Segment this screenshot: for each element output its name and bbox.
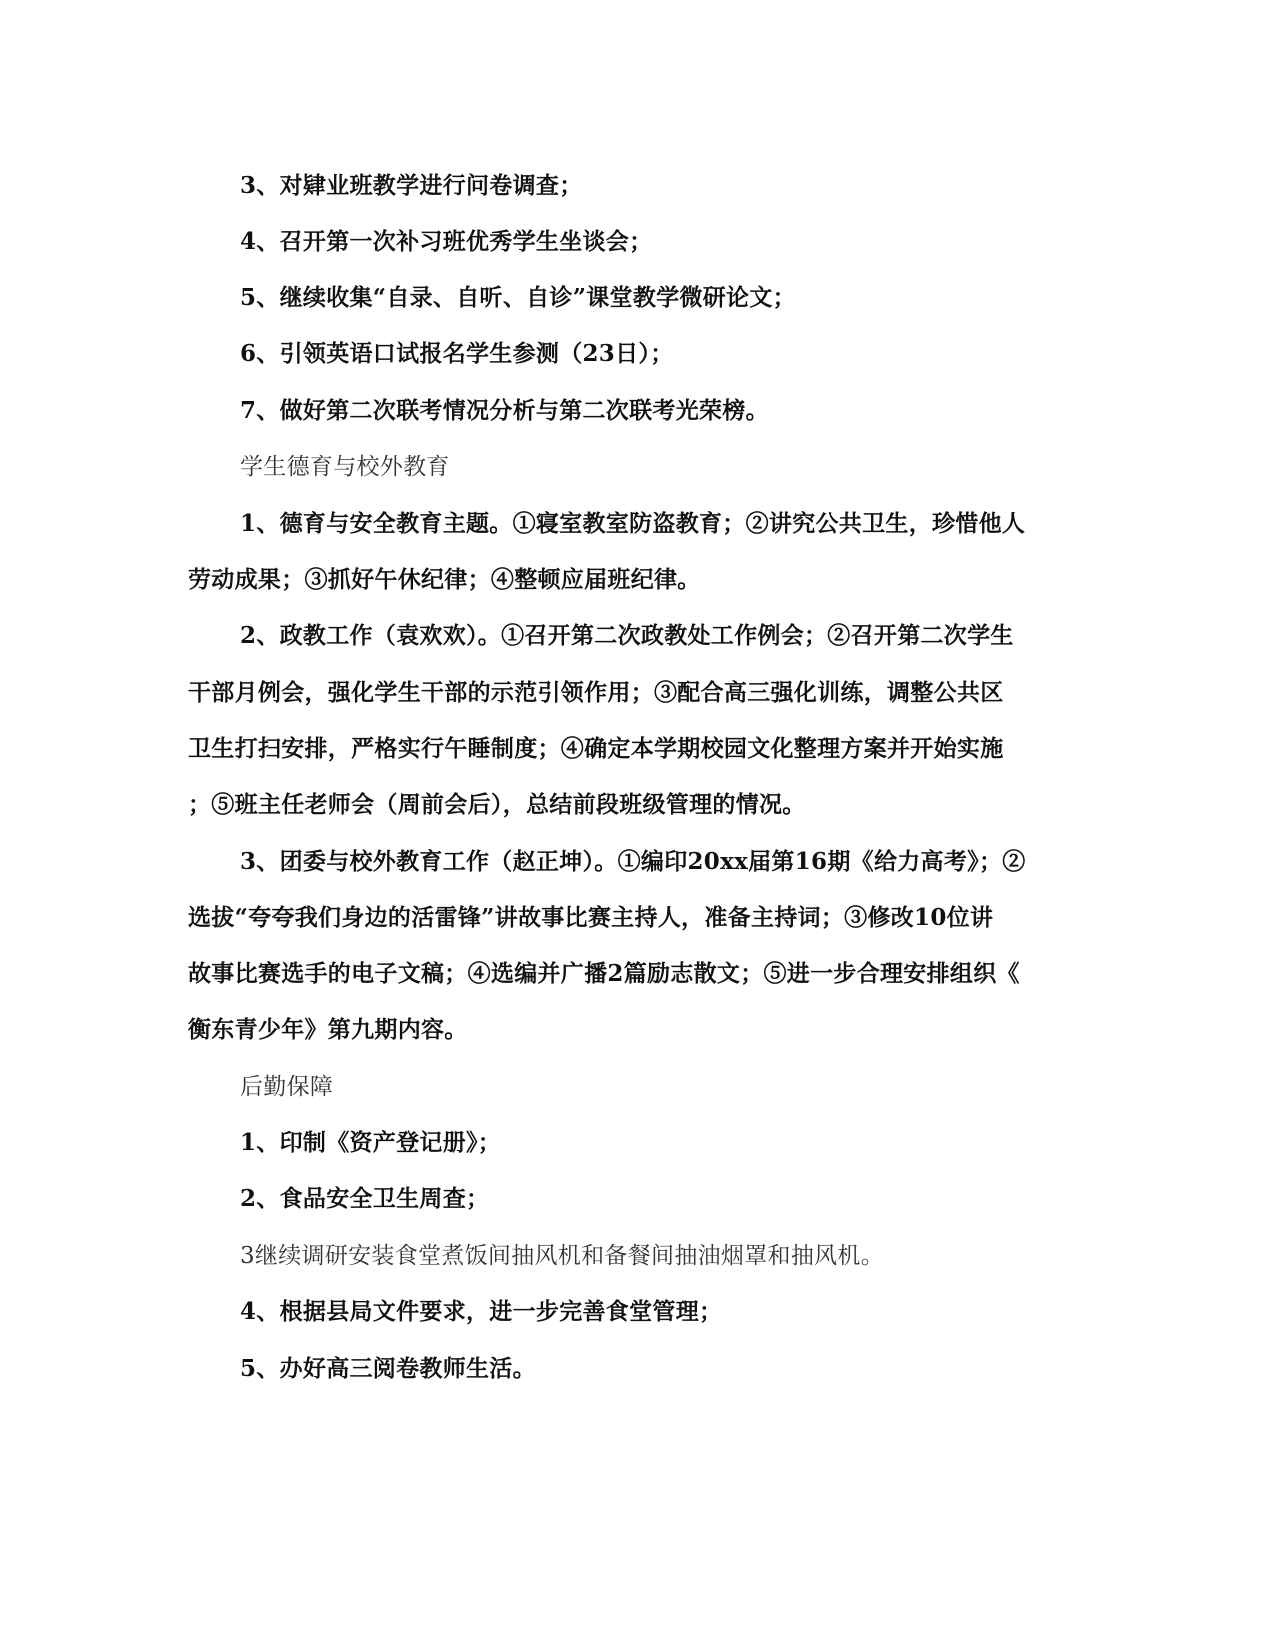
moral-p3-line1: 3、团委与校外教育工作（赵正坤）。①编印20xx届第16期《给力高考》；② [240,848,1026,875]
moral-p1-line2: 劳动成果；③抓好午休纪律；④整顿应届班纪律。 [188,566,701,593]
logistics-item-4: 4、根据县局文件要求，进一步完善食堂管理； [240,1298,723,1325]
moral-p3-line2: 选拔“夸夸我们身边的活雷锋”讲故事比赛主持人，准备主持词；③修改10位讲 [188,904,994,931]
moral-p3-line3: 故事比赛选手的电子文稿；④选编并广播2篇励志散文；⑤进一步合理安排组织《 [188,960,1020,987]
moral-p3-line4: 衡东青少年》第九期内容。 [188,1016,468,1043]
teaching-item-5: 5、继续收集“自录、自听、自诊”课堂教学微研论文； [240,284,796,311]
moral-p2-line1: 2、政教工作（袁欢欢）。①召开第二次政教处工作例会；②召开第二次学生 [240,622,1014,649]
logistics-item-5: 5、办好高三阅卷教师生活。 [240,1355,536,1382]
moral-p2-line2: 干部月例会，强化学生干部的示范引领作用；③配合高三强化训练，调整公共区 [188,679,1004,706]
teaching-item-3: 3、对肄业班教学进行问卷调查； [240,172,583,199]
moral-education-heading: 学生德育与校外教育 [240,454,450,480]
moral-p2-line3: 卫生打扫安排，严格实行午睡制度；④确定本学期校园文化整理方案并开始实施 [188,735,1004,762]
logistics-item-3: 3继续调研安装食堂煮饭间抽风机和备餐间抽油烟罩和抽风机。 [240,1243,885,1269]
logistics-item-2: 2、食品安全卫生周查； [240,1185,490,1212]
teaching-item-4: 4、召开第一次补习班优秀学生坐谈会； [240,228,653,255]
logistics-heading: 后勤保障 [240,1074,334,1100]
teaching-item-6: 6、引领英语口试报名学生参测（23日）； [240,340,674,367]
logistics-item-1: 1、印制《资产登记册》； [240,1129,502,1156]
teaching-item-7: 7、做好第二次联考情况分析与第二次联考光荣榜。 [240,397,769,424]
moral-p2-line4: ；⑤班主任老师会（周前会后），总结前段班级管理的情况。 [188,791,806,818]
moral-p1-line1: 1、德育与安全教育主题。①寝室教室防盗教育；②讲究公共卫生，珍惜他人 [240,510,1026,537]
